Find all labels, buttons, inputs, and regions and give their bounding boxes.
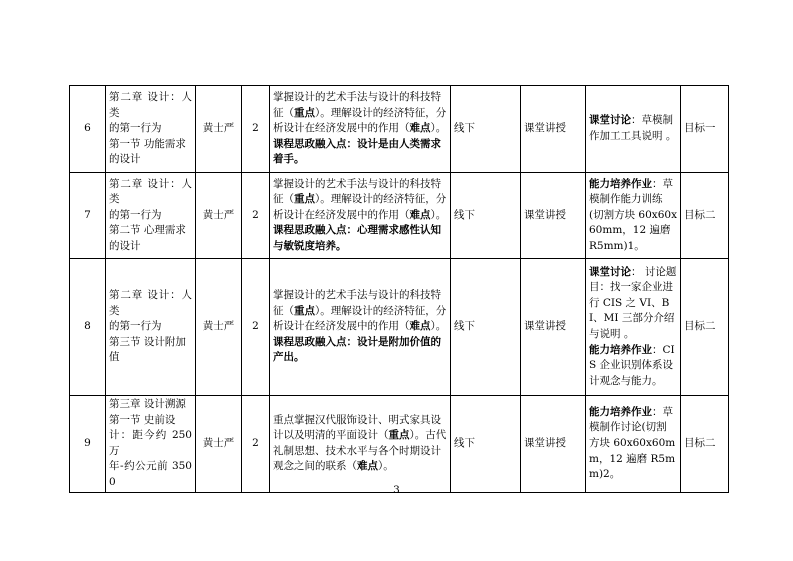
delivery-mode-cell: 线下 bbox=[451, 396, 521, 493]
ideology-text: 心理需求感性认知与敏锐度培养。 bbox=[273, 224, 441, 252]
content-text: ）。 bbox=[378, 460, 394, 473]
assignment-text: ：草模制作能力训练(切割方块 60x60x60mm，12 遍磨 R5mm)1。 bbox=[589, 177, 677, 252]
content-text: 重点掌握汉代服饰设计、明式家具设计以及明清的平面设计（ bbox=[273, 413, 441, 442]
chapter-cell bbox=[106, 173, 196, 259]
chapter-line: 第一节 史前设 bbox=[109, 413, 176, 426]
ideology-label: 课程思政融入点： bbox=[273, 137, 357, 150]
content-text: ）。理解设计的经济特征，分析设计在经济发展中的作用（ bbox=[273, 193, 447, 221]
schedule-row bbox=[70, 396, 729, 493]
chapter-line: 第一节 功能需求 bbox=[109, 137, 186, 150]
teaching-method-cell: 课堂讲授 bbox=[521, 86, 586, 173]
teacher-cell: 黄士严 bbox=[196, 396, 242, 493]
session-number: 9 bbox=[70, 396, 106, 493]
difficulty-label: 难点 bbox=[409, 122, 431, 135]
key-point-label: 重点 bbox=[294, 193, 315, 206]
page-number: 3 bbox=[393, 484, 400, 496]
assignment-text: ：草模制作加工工具说明 。 bbox=[589, 114, 677, 142]
chapter-line: 第二节 心理需求 bbox=[109, 224, 186, 237]
content-text: 掌握设计的艺术手法与设计的科技特征（ bbox=[273, 91, 441, 119]
chapter-cell bbox=[106, 259, 196, 396]
goal-cell: 目标二 bbox=[681, 173, 729, 259]
course-schedule-table bbox=[69, 85, 729, 493]
assignment-text: ： 讨论题目：找一家企业进行 CIS 之 VI、BI、MI 三部分介绍与说明 。 bbox=[589, 265, 677, 340]
chapter-line: 的设计 bbox=[109, 239, 141, 252]
schedule-row bbox=[70, 259, 729, 396]
session-number: 8 bbox=[70, 259, 106, 396]
chapter-line: 的设计 bbox=[109, 153, 141, 166]
goal-cell: 目标二 bbox=[681, 259, 729, 396]
chapter-line: 第三节 设计附加 bbox=[109, 335, 186, 348]
assignment-label: 能力培养作业 bbox=[589, 177, 652, 190]
schedule-row bbox=[70, 86, 729, 173]
chapter-line: 计：距今约 250 万 bbox=[109, 429, 192, 457]
chapter-line: 值 bbox=[109, 351, 120, 364]
teacher-cell: 黄士严 bbox=[196, 173, 242, 259]
difficulty-label: 难点 bbox=[357, 460, 378, 473]
ideology-text: 设计是由人类需求着手。 bbox=[273, 137, 441, 166]
assignment-label: 能力培养作业 bbox=[589, 405, 652, 418]
teaching-method-cell: 课堂讲授 bbox=[521, 259, 586, 396]
content-cell bbox=[270, 86, 451, 173]
chapter-line: 第三章 设计溯源 bbox=[109, 398, 186, 410]
assignment-cell bbox=[586, 86, 681, 173]
content-cell bbox=[270, 396, 451, 493]
delivery-mode-cell: 线下 bbox=[451, 259, 521, 396]
teaching-method-cell: 课堂讲授 bbox=[521, 173, 586, 259]
content-text: ）。 bbox=[430, 320, 447, 333]
key-point-label: 重点 bbox=[388, 429, 410, 442]
session-number: 6 bbox=[70, 86, 106, 173]
session-number: 7 bbox=[70, 173, 106, 259]
content-cell bbox=[270, 259, 451, 396]
hours-cell: 2 bbox=[242, 173, 270, 259]
chapter-line: 的第一行为 bbox=[109, 208, 162, 221]
chapter-line: 年-约公元前 3500 bbox=[109, 460, 192, 488]
chapter-line: 第二章 设计：人类 bbox=[109, 177, 192, 206]
chapter-line: 的第一行为 bbox=[109, 122, 162, 135]
content-text: ）。理解设计的经济特征，分析设计在经济发展中的作用（ bbox=[273, 106, 447, 135]
hours-cell: 2 bbox=[242, 86, 270, 173]
teacher-cell: 黄士严 bbox=[196, 259, 242, 396]
delivery-mode-cell: 线下 bbox=[451, 173, 521, 259]
assignment-label: 课堂讨论 bbox=[589, 114, 631, 127]
assignment-text: ：CIS 企业识别体系设计观念与能力。 bbox=[589, 343, 675, 387]
assignment-cell bbox=[586, 259, 681, 396]
content-text: ）。 bbox=[430, 208, 447, 221]
key-point-label: 重点 bbox=[294, 106, 315, 119]
assignment-label: 课堂讨论 bbox=[589, 265, 631, 278]
content-text: ）。 bbox=[430, 122, 447, 135]
chapter-line: 第二章 设计：人类 bbox=[109, 289, 192, 317]
content-text: ）。理解设计的经济特征，分析设计在经济发展中的作用（ bbox=[273, 304, 447, 333]
goal-cell: 目标二 bbox=[681, 396, 729, 493]
hours-cell: 2 bbox=[242, 259, 270, 396]
assignment-cell bbox=[586, 396, 681, 493]
content-text: 掌握设计的艺术手法与设计的科技特征（ bbox=[273, 289, 441, 317]
key-point-label: 重点 bbox=[294, 304, 315, 317]
ideology-text: 设计是附加价值的产出。 bbox=[273, 335, 441, 364]
content-text: ）。古代礼制思想、技术水平与各个时期设计观念之间的联系（ bbox=[273, 429, 447, 473]
chapter-cell bbox=[106, 396, 196, 493]
ideology-label: 课程思政融入点： bbox=[273, 224, 357, 237]
goal-cell: 目标一 bbox=[681, 86, 729, 173]
teaching-method-cell: 课堂讲授 bbox=[521, 396, 586, 493]
content-text: 掌握设计的艺术手法与设计的科技特征（ bbox=[273, 177, 441, 206]
content-cell bbox=[270, 173, 451, 259]
assignment-cell bbox=[586, 173, 681, 259]
chapter-line: 第二章 设计：人类 bbox=[109, 91, 192, 119]
assignment-text: ：草模制作讨论(切割方块 60x60x60mm，12 遍磨 R5mm)2。 bbox=[589, 405, 676, 481]
chapter-line: 的第一行为 bbox=[109, 320, 162, 333]
teacher-cell: 黄士严 bbox=[196, 86, 242, 173]
chapter-cell bbox=[106, 86, 196, 173]
assignment-label: 能力培养作业 bbox=[589, 343, 652, 356]
schedule-row bbox=[70, 173, 729, 259]
difficulty-label: 难点 bbox=[409, 208, 431, 221]
ideology-label: 课程思政融入点： bbox=[273, 335, 357, 348]
delivery-mode-cell: 线下 bbox=[451, 86, 521, 173]
difficulty-label: 难点 bbox=[409, 320, 431, 333]
hours-cell: 2 bbox=[242, 396, 270, 493]
